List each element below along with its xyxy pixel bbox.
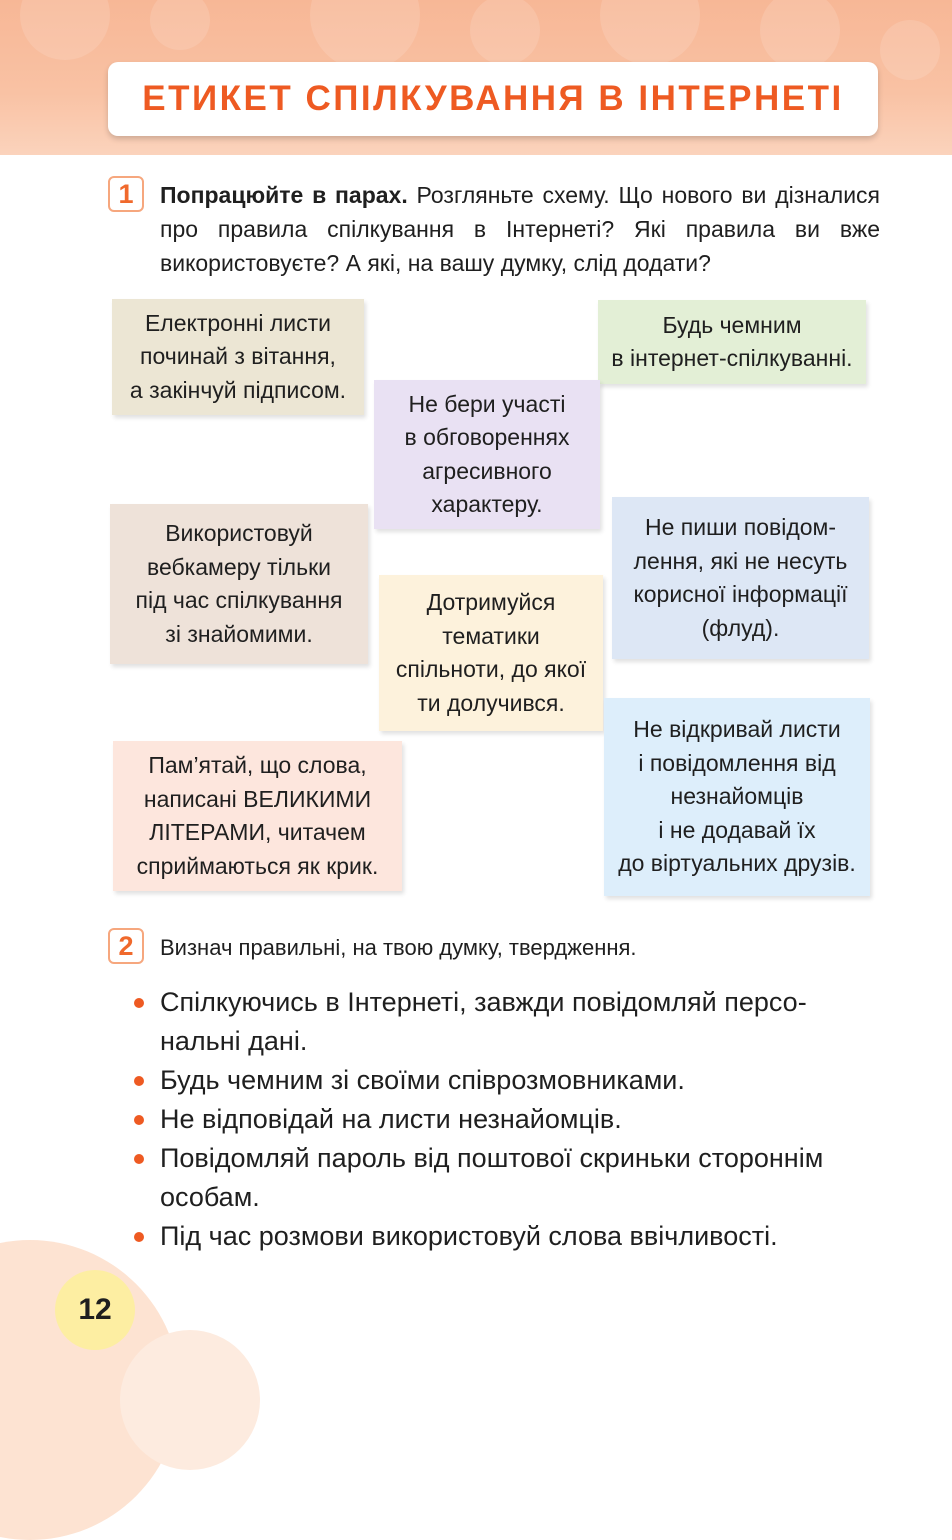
bullet-dot-icon <box>134 1076 144 1086</box>
note-topic: Дотримуйся тематики спільноти, до якої ти долучився. <box>379 575 603 731</box>
note-strangers: Не відкривай листи і повідомлення від незнайомців і не додавай їх до віртуальних друзів. <box>604 698 870 896</box>
statement-item: Спілкуючись в Інтернеті, завжди повідомляй персо-нальні дані. <box>132 983 882 1061</box>
title-card <box>108 62 878 136</box>
statement-item: Не відповідай на листи незнайомців. <box>132 1100 882 1139</box>
corner-decoration-small <box>120 1330 260 1470</box>
task-1-text <box>160 178 880 280</box>
note-capitals: Пам’ятай, що слова, написані ВЕЛИКИМИ ЛІТЕРАМИ, читачем сприймаються як крик. <box>113 741 402 891</box>
bullet-dot-icon <box>134 998 144 1008</box>
page-title: ЕТИКЕТ СПІЛКУВАННЯ В ІНТЕРНЕТІ <box>142 79 844 118</box>
statement-item: Під час розмови використовуй слова ввічливості. <box>132 1217 882 1256</box>
note-be-polite: Будь чемним в інтернет-спілкуванні. <box>598 300 866 384</box>
statement-item: Повідомляй пароль від поштової скриньки стороннім особам. <box>132 1139 882 1217</box>
task-2-text: Визнач правильні, на твою думку, твердження. <box>160 935 637 960</box>
page-number: 12 <box>55 1270 135 1350</box>
note-email-greeting: Електронні листи починай з вітання, а закінчуй підписом. <box>112 299 364 415</box>
bullet-dot-icon <box>134 1232 144 1242</box>
statement-list <box>132 983 882 1256</box>
header-band <box>0 0 952 155</box>
task-1-lead: Попрацюйте в парах. <box>160 182 408 208</box>
statement-item: Будь чемним зі своїми співрозмовниками. <box>132 1061 882 1100</box>
note-no-flood: Не пиши повідом- лення, які не несуть корисної інформації (флуд). <box>612 497 869 659</box>
note-webcam: Використовуй вебкамеру тільки під час спілкування зі знайомими. <box>110 504 368 664</box>
task-number-2: 2 <box>108 928 144 964</box>
note-no-aggression: Не бери участі в обговореннях агресивного характеру. <box>374 380 600 529</box>
bullet-dot-icon <box>134 1154 144 1164</box>
bullet-dot-icon <box>134 1115 144 1125</box>
task-1-body: Розгляньте схему. Що нового ви дізналися про правила спілкування в Інтернеті? Які правила ви вже використовуєте? А які, на вашу думку, слід додати? <box>160 182 880 276</box>
task-number-1: 1 <box>108 176 144 212</box>
